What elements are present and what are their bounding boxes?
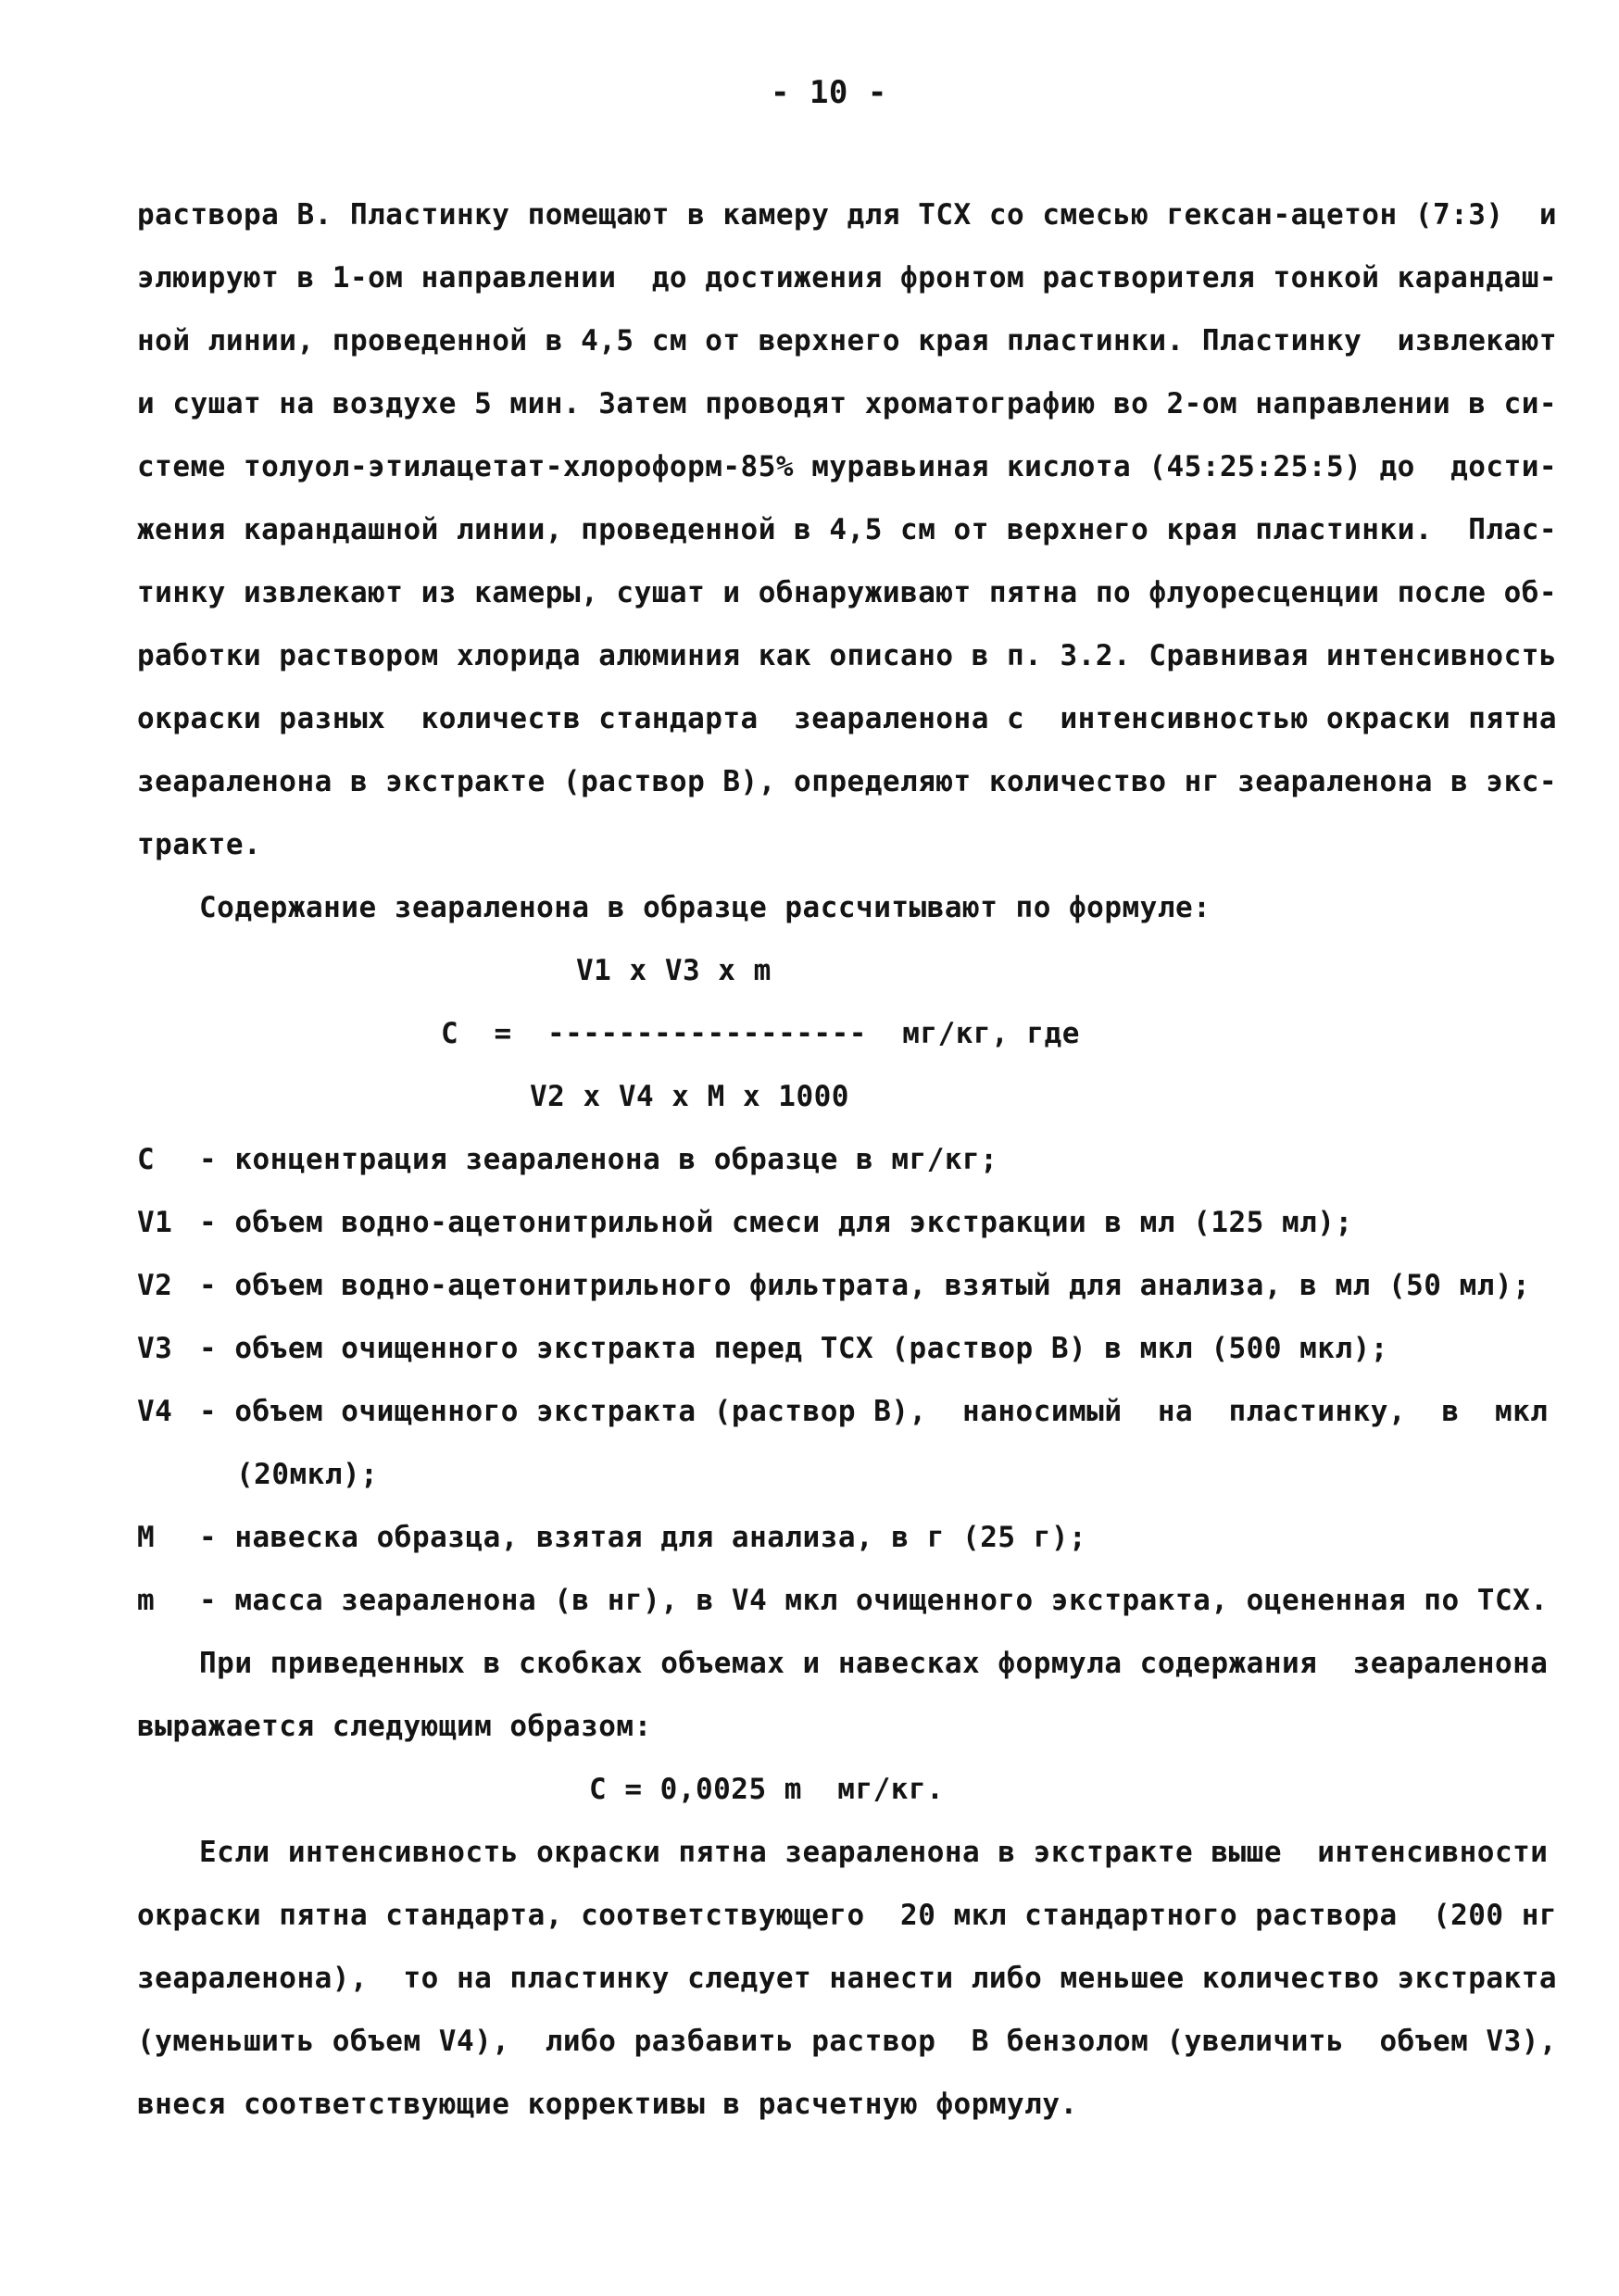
formula2: С = 0,0025 m мг/кг. xyxy=(589,1773,945,1806)
definition-symbol-v2: V2 xyxy=(137,1269,173,1302)
paragraph1-line-4: и сушат на воздухе 5 мин. Затем проводят хроматографию во 2-ом направлении в си- xyxy=(137,387,1558,420)
paragraph3-line-5: внеся соответствующие коррективы в расчетную формулу. xyxy=(137,2088,1078,2121)
paragraph1-line-1: раствора В. Пластинку помещают в камеру для ТСХ со смесью гексан-ацетон (7:3) и xyxy=(137,198,1558,232)
paragraph3-line-4: (уменьшить объем V4), либо разбавить раствор В бензолом (увеличить объем V3), xyxy=(137,2025,1558,2058)
definition-text-v4: - объем очищенного экстракта (раствор В), наносимый на пластинку, в мкл xyxy=(199,1395,1549,1428)
definition-symbol-c: C xyxy=(137,1143,156,1176)
paragraph3-line-3: зеараленона), то на пластинку следует нанести либо меньшее количество экстракта xyxy=(137,1962,1558,1995)
formula-denominator: V2 x V4 x M x 1000 xyxy=(530,1080,849,1113)
paragraph1-line-9: окраски разных количеств стандарта зеараленона с интенсивностью окраски пятна xyxy=(137,702,1558,735)
paragraph1-line-7: тинку извлекают из камеры, сушат и обнаруживают пятна по флуоресценции после об- xyxy=(137,576,1558,609)
definition-symbol-m-upper: M xyxy=(137,1521,156,1554)
definition-symbol-v3: V3 xyxy=(137,1332,173,1365)
definition-text-v2: - объем водно-ацетонитрильного фильтрата, взятый для анализа, в мл (50 мл); xyxy=(199,1269,1531,1302)
formula-intro: Содержание зеараленона в образце рассчитывают по формуле: xyxy=(199,891,1211,924)
definition-text-m-lower: - масса зеараленона (в нг), в V4 мкл очищенного экстракта, оцененная по ТСХ. xyxy=(199,1584,1549,1617)
paragraph3-line-2: окраски пятна стандарта, соответствующего 20 мкл стандартного раствора (200 нг xyxy=(137,1899,1558,1932)
definition-symbol-m-lower: m xyxy=(137,1584,156,1617)
paragraph2-line-2: выражается следующим образом: xyxy=(137,1710,652,1743)
paragraph1-line-11: тракте. xyxy=(137,828,262,861)
definition-symbol-v1: V1 xyxy=(137,1206,173,1239)
definition-symbol-v4: V4 xyxy=(137,1395,173,1428)
formula-numerator: V1 x V3 x m xyxy=(576,954,772,987)
paragraph1-line-2: элюируют в 1-ом направлении до достижения фронтом растворителя тонкой карандаш- xyxy=(137,261,1558,295)
definition-text-c: - концентрация зеараленона в образце в мг/кг; xyxy=(199,1143,998,1176)
definition-text-v4-cont: (20мкл); xyxy=(236,1458,379,1491)
page-number: - 10 - xyxy=(771,74,887,111)
paragraph1-line-6: жения карандашной линии, проведенной в 4,5 см от верхнего края пластинки. Плас- xyxy=(137,513,1558,546)
formula-lhs: С = ------------------ мг/кг, где xyxy=(441,1017,1080,1050)
definition-text-m-upper: - навеска образца, взятая для анализа, в г (25 г); xyxy=(199,1521,1087,1554)
paragraph1-line-3: ной линии, проведенной в 4,5 см от верхнего края пластинки. Пластинку извлекают xyxy=(137,324,1558,358)
paragraph1-line-10: зеараленона в экстракте (раствор В), определяют количество нг зеараленона в экс- xyxy=(137,765,1558,798)
definition-text-v1: - объем водно-ацетонитрильной смеси для экстракции в мл (125 мл); xyxy=(199,1206,1353,1239)
paragraph2-line-1: При приведенных в скобках объемах и навесках формула содержания зеараленона xyxy=(199,1647,1549,1680)
definition-text-v3: - объем очищенного экстракта перед ТСХ (раствор В) в мкл (500 мкл); xyxy=(199,1332,1388,1365)
paragraph3-line-1: Если интенсивность окраски пятна зеараленона в экстракте выше интенсивности xyxy=(199,1836,1549,1869)
paragraph1-line-8: работки раствором хлорида алюминия как описано в п. 3.2. Сравнивая интенсивность xyxy=(137,639,1558,672)
paragraph1-line-5: стеме толуол-этилацетат-хлороформ-85% муравьиная кислота (45:25:25:5) до дости- xyxy=(137,450,1558,483)
